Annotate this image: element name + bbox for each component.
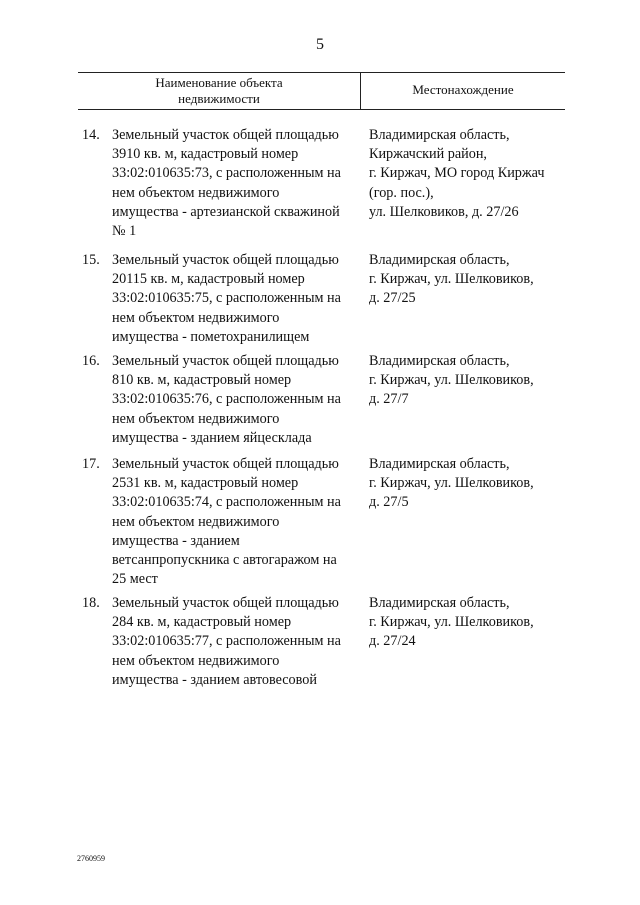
entry-description: Земельный участок общей площадью 284 кв. м, кадастровый номер 33:02:010635:77, с расположенным на нем объектом недвижимого имущества - зданием автовесовой bbox=[112, 595, 341, 688]
entry-number: 18. bbox=[82, 595, 100, 611]
entry-location: Владимирская область, Киржачский район, г. Киржач, МО город Киржач (гор. пос.), ул. Шелковиков, д. 27/26 bbox=[369, 127, 545, 220]
table-header bbox=[78, 72, 565, 110]
page-number: 5 bbox=[316, 36, 324, 53]
entry-location: Владимирская область, г. Киржач, ул. Шелковиков, д. 27/25 bbox=[369, 252, 534, 307]
entry-location: Владимирская область, г. Киржач, ул. Шелковиков, д. 27/7 bbox=[369, 353, 534, 408]
entry-number: 14. bbox=[82, 127, 100, 143]
entry-description: Земельный участок общей площадью 810 кв. м, кадастровый номер 33:02:010635:76, с расположенным на нем объектом недвижимого имущества - зданием яйцесклада bbox=[112, 353, 341, 446]
entry-number: 17. bbox=[82, 456, 100, 472]
entry-location: Владимирская область, г. Киржач, ул. Шелковиков, д. 27/24 bbox=[369, 595, 534, 650]
header-object-name bbox=[78, 75, 360, 107]
entry-number: 15. bbox=[82, 252, 100, 268]
entry-number: 16. bbox=[82, 353, 100, 369]
document-code: 2760959 bbox=[77, 854, 105, 863]
entry-description: Земельный участок общей площадью 3910 кв. м, кадастровый номер 33:02:010635:73, с расположенным на нем объектом недвижимого имущества - артезианской скважиной № 1 bbox=[112, 127, 341, 240]
entry-description: Земельный участок общей площадью 2531 кв. м, кадастровый номер 33:02:010635:74, с расположенным на нем объектом недвижимого имущества - зданием ветсанпропускника с автогаражом на 25 мест bbox=[112, 456, 341, 588]
header-object-name-text: Наименование объекта недвижимости bbox=[155, 75, 283, 106]
header-location: Местонахождение bbox=[412, 82, 514, 97]
entry-description: Земельный участок общей площадью 20115 кв. м, кадастровый номер 33:02:010635:75, с расположенным на нем объектом недвижимого имущества - пометохранилищем bbox=[112, 252, 341, 345]
entry-location: Владимирская область, г. Киржач, ул. Шелковиков, д. 27/5 bbox=[369, 456, 534, 511]
